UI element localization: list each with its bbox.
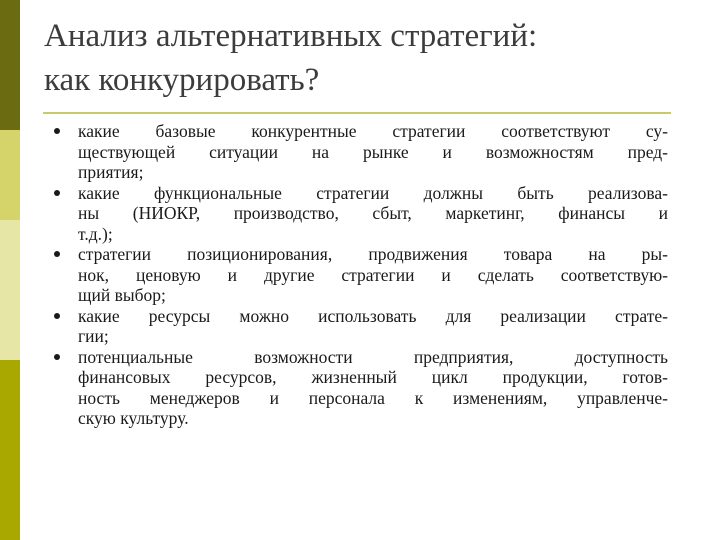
decor-stripe-pale: [0, 220, 20, 360]
bullet-text-line: финансовых ресурсов, жизненный цикл продукции, готов-: [78, 367, 668, 387]
bullet-text-line: приятия;: [78, 162, 144, 182]
bullet-dot-icon: [54, 128, 60, 134]
bullet-list: [50, 121, 668, 429]
bullet-text-line: какие базовые конкурентные стратегии соответствуют су-: [78, 121, 668, 141]
bullet-text-line: стратегии позиционирования, продвижения товара на ры-: [78, 244, 668, 264]
bullet-dot-icon: [54, 190, 60, 196]
bullet-text-line: гии;: [78, 326, 109, 346]
decor-stripe-light: [0, 130, 20, 220]
bullet-item-3: [50, 244, 668, 306]
bullet-text-line: ны (НИОКР, производство, сбыт, маркетинг, финансы и: [78, 203, 668, 223]
bullet-text-line: потенциальные возможности предприятия, доступность: [78, 346, 668, 367]
bullet-text-line: т.д.);: [78, 223, 113, 244]
bullet-text-line: скую культуру.: [78, 408, 189, 428]
bullet-dot-icon: [54, 354, 60, 360]
slide-title-line-1: Анализ альтернативных стратегий:: [44, 18, 538, 54]
slide-title-line-2: как конкурировать?: [44, 62, 320, 98]
bullet-dot-icon: [54, 313, 60, 319]
slide-content: [50, 121, 668, 429]
bullet-item-1: [50, 121, 668, 183]
decor-stripe-gap: [20, 0, 23, 540]
slide-title: [44, 14, 684, 102]
bullet-item-2: [50, 183, 668, 245]
bullet-item-5: [50, 347, 668, 429]
bullet-text-line: ность менеджеров и персонала к изменениям, управленче-: [78, 387, 668, 408]
bullet-text-line: нок, ценовую и другие стратегии и сделать соответствую-: [78, 264, 668, 285]
bullet-text-line: ществующей ситуации на рынке и возможностям пред-: [78, 141, 668, 162]
bullet-text-line: какие ресурсы можно использовать для реализации страте-: [78, 305, 668, 326]
decor-stripe-olive: [0, 360, 20, 540]
decor-stripe-dark: [0, 0, 20, 130]
title-underline: [43, 112, 671, 114]
bullet-text-line: какие функциональные стратегии должны быть реализова-: [78, 182, 668, 203]
bullet-item-4: [50, 306, 668, 347]
bullet-text-line: щий выбор;: [78, 285, 166, 305]
bullet-dot-icon: [54, 251, 60, 257]
